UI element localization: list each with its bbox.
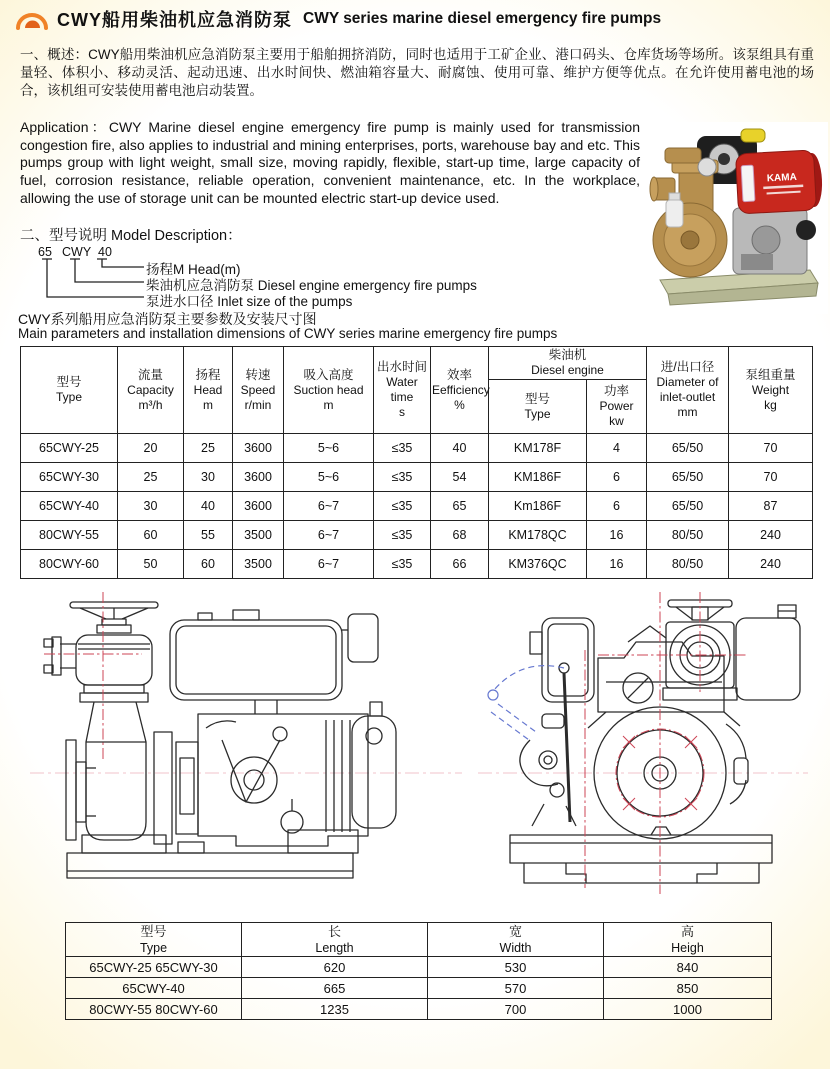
table-cell: 25 xyxy=(184,434,233,463)
page-title-zh: CWY船用柴油机应急消防泵 xyxy=(57,10,292,30)
col-header-head: 扬程 Head m xyxy=(184,347,233,434)
table-cell: 65CWY-40 xyxy=(66,978,242,999)
table-cell: 65CWY-30 xyxy=(21,463,118,492)
model-code-inlet: 65 xyxy=(38,245,52,259)
table-cell: 70 xyxy=(729,463,813,492)
table-cell: 65/50 xyxy=(647,492,729,521)
table-cell: 3600 xyxy=(233,492,284,521)
table-cell: ≤35 xyxy=(374,463,431,492)
table-cell: 1000 xyxy=(604,999,772,1020)
table-cell: 3500 xyxy=(233,550,284,579)
dim-col-header-width: 宽 Width xyxy=(428,923,604,957)
table-caption-zh: CWY系列船用应急消防泵主要参数及安装尺寸图 xyxy=(18,311,317,327)
discharge-flange xyxy=(44,637,76,675)
photo-yellow-cap xyxy=(741,129,765,142)
table-cell: 80/50 xyxy=(647,521,729,550)
table-cell: 80/50 xyxy=(647,550,729,579)
table-cell: 6~7 xyxy=(284,492,374,521)
handwheel xyxy=(70,602,158,633)
table-cell: 65CWY-25 xyxy=(21,434,118,463)
table-cell: 65 xyxy=(431,492,489,521)
table-cell: 240 xyxy=(729,521,813,550)
product-photo xyxy=(645,122,828,314)
engine-upper xyxy=(588,626,740,728)
table-cell: 65/50 xyxy=(647,463,729,492)
table-cell: 240 xyxy=(729,550,813,579)
model-label-inlet: 泵进水口径 Inlet size of the pumps xyxy=(146,294,353,309)
table-caption-en: Main parameters and installation dimensions of CWY series marine emergency fire pumps xyxy=(18,326,558,341)
table-cell: 6 xyxy=(587,463,647,492)
table-cell: 87 xyxy=(729,492,813,521)
carburetor-circle xyxy=(623,673,653,703)
side-view-technical-drawing xyxy=(30,592,462,907)
table-cell: 16 xyxy=(587,521,647,550)
model-label-head: 扬程M Head(m) xyxy=(146,262,241,277)
table-cell: KM178QC xyxy=(489,521,587,550)
engine-block xyxy=(198,714,368,846)
table-cell: 6 xyxy=(587,492,647,521)
table-row xyxy=(21,492,813,521)
dim-col-header-height: 高 Heigh xyxy=(604,923,772,957)
table-cell: ≤35 xyxy=(374,434,431,463)
table-cell: 80CWY-55 80CWY-60 xyxy=(66,999,242,1020)
table-cell: ≤35 xyxy=(374,492,431,521)
col-header-diesel-power: 功率 Power kw xyxy=(587,380,647,434)
base-frame xyxy=(67,830,358,878)
table-cell: 620 xyxy=(242,957,428,978)
main-parameters-table xyxy=(20,346,813,579)
table-cell: 700 xyxy=(428,999,604,1020)
table-cell: 665 xyxy=(242,978,428,999)
table-cell: 54 xyxy=(431,463,489,492)
table-cell: 55 xyxy=(184,521,233,550)
col-header-suction: 吸入高度 Suction head m xyxy=(284,347,374,434)
dim-col-header-length: 长 Length xyxy=(242,923,428,957)
photo-primer-bottle xyxy=(666,193,683,227)
table-cell: 840 xyxy=(604,957,772,978)
table-cell: 65CWY-25 65CWY-30 xyxy=(66,957,242,978)
table-cell: 68 xyxy=(431,521,489,550)
col-header-capacity: 流量 Capacity m³/h xyxy=(118,347,184,434)
col-header-diameter: 进/出口径 Diameter of inlet-outlet mm xyxy=(647,347,729,434)
table-row xyxy=(21,434,813,463)
table-cell: 40 xyxy=(184,492,233,521)
table-cell: 570 xyxy=(428,978,604,999)
col-header-water-time: 出水时间 Water time s xyxy=(374,347,431,434)
right-side-details xyxy=(726,724,748,804)
page-title-en: CWY series marine diesel emergency fire pumps xyxy=(303,10,662,27)
starter-lever xyxy=(559,663,570,822)
table-cell: 3600 xyxy=(233,463,284,492)
table-cell: 850 xyxy=(604,978,772,999)
muffler xyxy=(352,702,396,828)
col-header-speed: 转速 Speed r/min xyxy=(233,347,284,434)
col-header-efficiency: 效率 Eefficiency % xyxy=(431,347,489,434)
air-cleaner-front xyxy=(530,618,594,702)
table-cell: 3600 xyxy=(233,434,284,463)
table-row xyxy=(66,957,772,978)
fuel-tank-front xyxy=(736,605,800,700)
table-row xyxy=(66,999,772,1020)
overview-paragraph-zh: 一、概述：CWY船用柴油机应急消防泵主要用于船舶拥挤消防，同时也适用于工矿企业、港口码头、仓库货场等场所。该泵组具有重量轻、体积小、移动灵活、起动迅速、出水时间快、燃油箱容量大、耐腐蚀、使用可靠、维护方便等优点。在允许使用蓄电池的场合，该机组可安装使用蓄电池启动装置。 xyxy=(20,47,814,98)
table-cell: 80CWY-60 xyxy=(21,550,118,579)
table-row xyxy=(66,978,772,999)
lever-motion-arc xyxy=(488,666,564,740)
table-cell: 20 xyxy=(118,434,184,463)
table-cell: 1235 xyxy=(242,999,428,1020)
table-cell: 5~6 xyxy=(284,434,374,463)
table-cell: 60 xyxy=(118,521,184,550)
table-cell: 80CWY-55 xyxy=(21,521,118,550)
table-cell: KM178F xyxy=(489,434,587,463)
table-cell: KM376QC xyxy=(489,550,587,579)
fuel-tank xyxy=(170,610,342,714)
table-cell: 16 xyxy=(587,550,647,579)
model-description-heading: 二、型号说明 Model Description： xyxy=(20,228,242,244)
table-row xyxy=(21,463,813,492)
table-cell: 70 xyxy=(729,434,813,463)
col-header-diesel-type: 型号 Type xyxy=(489,380,587,434)
application-paragraph-en: Application：CWY Marine diesel engine emergency fire pump is mainly used for transmission congestion fire, also applies to industrial and mining enterprises, ports, warehouse bay and etc. This pumps group with light weight, small size, moving rapidly, flexible, start-up time, large capacity of fuel, corrosion resistance, reliable operation, convenient maintenance, etc. In the workplace, allowing the use of storage unit can be mounted electric start-up device used. xyxy=(20,119,640,206)
logo-arc-icon xyxy=(14,7,50,31)
table-cell: 60 xyxy=(184,550,233,579)
table-cell: 30 xyxy=(184,463,233,492)
table-row xyxy=(21,550,813,579)
col-header-type: 型号 Type xyxy=(21,347,118,434)
col-header-weight: 泵组重量 Weight kg xyxy=(729,347,813,434)
model-code-connector-lines xyxy=(40,258,146,300)
table-cell: 50 xyxy=(118,550,184,579)
table-cell: ≤35 xyxy=(374,550,431,579)
table-cell: 65CWY-40 xyxy=(21,492,118,521)
dimensions-table xyxy=(65,922,772,1020)
dim-col-header-type: 型号 Type xyxy=(66,923,242,957)
table-cell: 65/50 xyxy=(647,434,729,463)
photo-fuel-tank xyxy=(735,150,823,214)
table-cell: 30 xyxy=(118,492,184,521)
table-cell: 66 xyxy=(431,550,489,579)
page-header xyxy=(14,6,661,32)
table-cell: 6~7 xyxy=(284,521,374,550)
air-cleaner xyxy=(342,614,378,662)
col-header-diesel-engine: 柴油机 Diesel engine xyxy=(489,347,647,380)
valve-body xyxy=(76,635,152,702)
table-cell: 3500 xyxy=(233,521,284,550)
table-cell: 4 xyxy=(587,434,647,463)
front-view-technical-drawing xyxy=(478,592,808,907)
table-cell: 40 xyxy=(431,434,489,463)
table-cell: 25 xyxy=(118,463,184,492)
table-cell: 5~6 xyxy=(284,463,374,492)
table-cell: ≤35 xyxy=(374,521,431,550)
model-label-series: 柴油机应急消防泵 Diesel engine emergency fire pumps xyxy=(146,278,477,293)
table-cell: 6~7 xyxy=(284,550,374,579)
table-cell: KM186F xyxy=(489,463,587,492)
base-frame xyxy=(510,827,772,883)
table-cell: Km186F xyxy=(489,492,587,521)
model-code-head: 40 xyxy=(98,245,112,259)
photo-brand-label: KAMA xyxy=(766,171,798,185)
model-code-series: CWY xyxy=(62,245,92,259)
table-row xyxy=(21,521,813,550)
table-cell: 530 xyxy=(428,957,604,978)
